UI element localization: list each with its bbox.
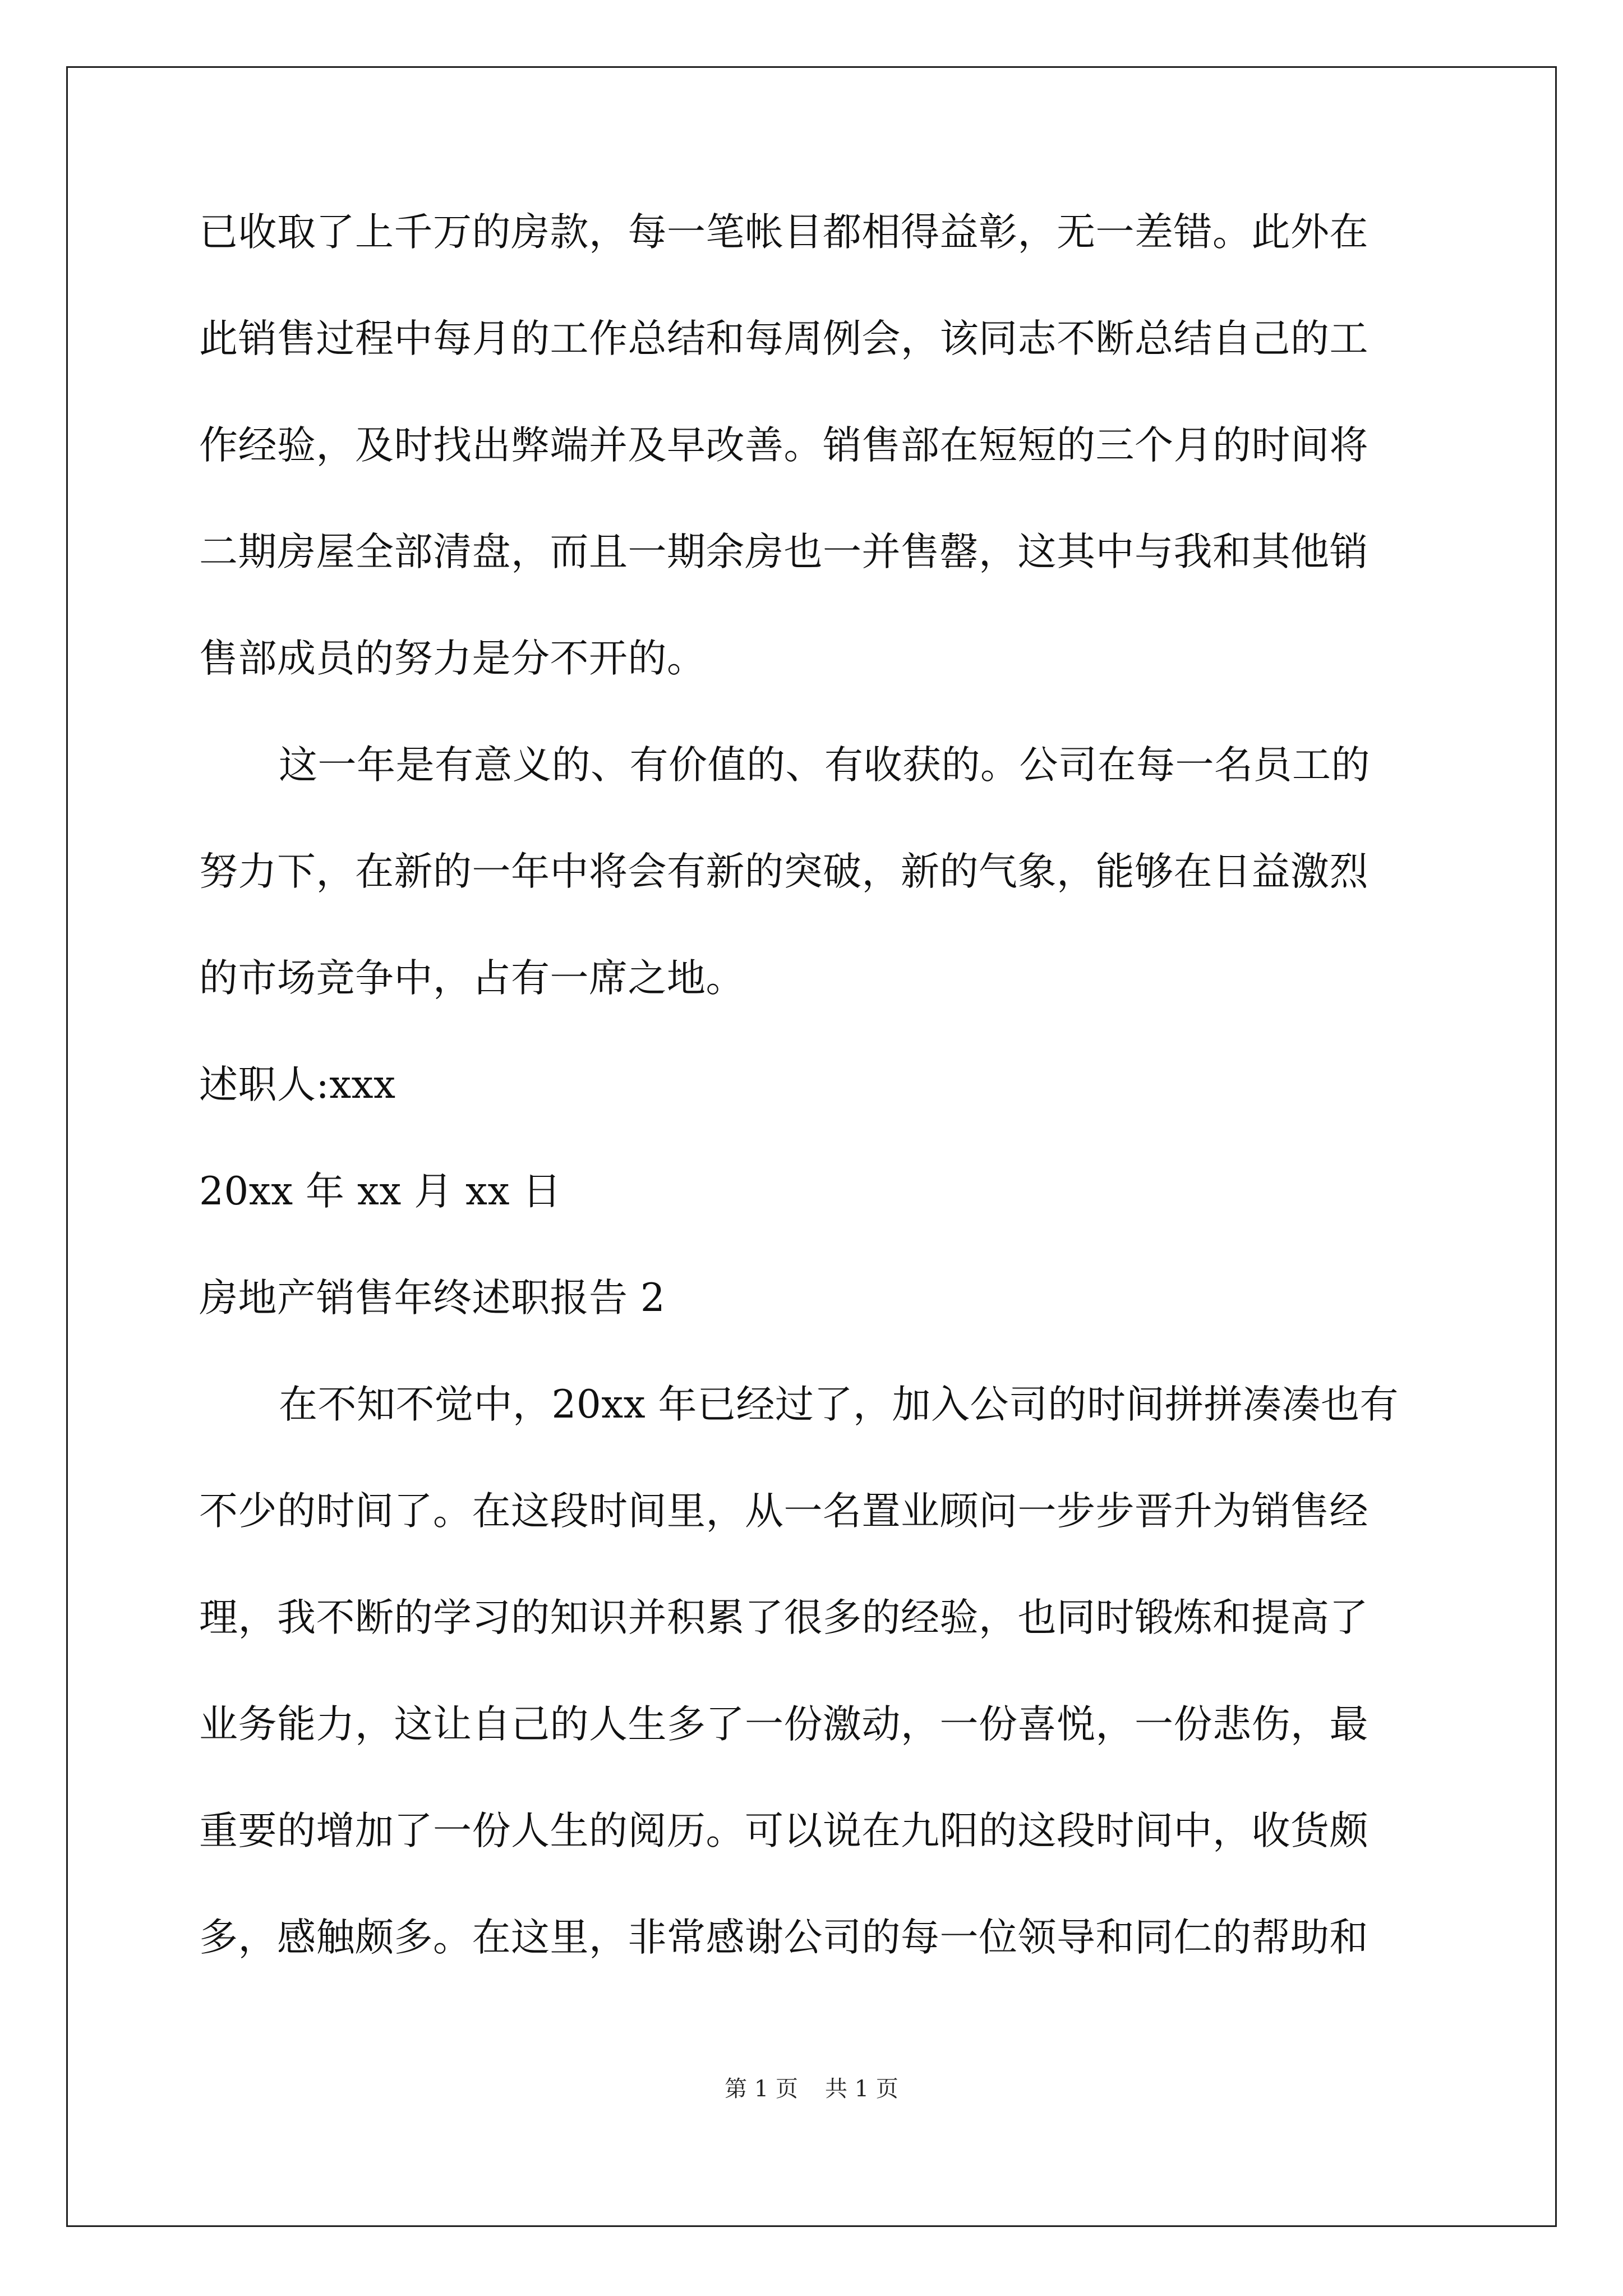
page-footer xyxy=(0,2078,1623,2100)
body-line: 此销售过程中每月的工作总结和每周例会，该同志不断总结自己的工 xyxy=(199,316,1368,361)
date-line: 20xx 年 xx 月 xx 日 xyxy=(199,1169,561,1214)
body-line: 的市场竞争中，占有一席之地。 xyxy=(199,956,745,1001)
body-line: 重要的增加了一份人生的阅历。可以说在九阳的这段时间中，收货颇 xyxy=(199,1809,1368,1853)
document-body xyxy=(199,210,1424,2025)
body-line: 二期房屋全部清盘，而且一期余房也一并售罄，这其中与我和其他销 xyxy=(199,530,1368,574)
body-line: 业务能力，这让自己的人生多了一份激动，一份喜悦，一份悲伤，最 xyxy=(199,1702,1368,1747)
body-line: 多，感触颇多。在这里，非常感谢公司的每一位领导和同仁的帮助和 xyxy=(199,1915,1368,1960)
section-title: 房地产销售年终述职报告 2 xyxy=(199,1276,666,1320)
body-line: 已收取了上千万的房款，每一笔帐目都相得益彰，无一差错。此外在 xyxy=(199,210,1368,255)
body-line: 作经验，及时找出弊端并及早改善。销售部在短短的三个月的时间将 xyxy=(199,423,1368,468)
paragraph-start-line: 这一年是有意义的、有价值的、有收获的。公司在每一名员工的 xyxy=(279,743,1370,788)
page-number: 第 1 页 xyxy=(725,2076,798,2102)
body-line: 售部成员的努力是分不开的。 xyxy=(199,636,706,681)
body-line: 努力下，在新的一年中将会有新的突破，新的气象，能够在日益激烈 xyxy=(199,849,1368,894)
page-total: 共 1 页 xyxy=(825,2076,898,2102)
paragraph-start-line: 在不知不觉中，20xx 年已经过了，加入公司的时间拼拼凑凑也有 xyxy=(279,1382,1399,1427)
signature-line: 述职人:xxx xyxy=(199,1062,396,1107)
body-line: 理，我不断的学习的知识并积累了很多的经验，也同时锻炼和提高了 xyxy=(199,1595,1368,1640)
body-line: 不少的时间了。在这段时间里，从一名置业顾问一步步晋升为销售经 xyxy=(199,1489,1368,1534)
